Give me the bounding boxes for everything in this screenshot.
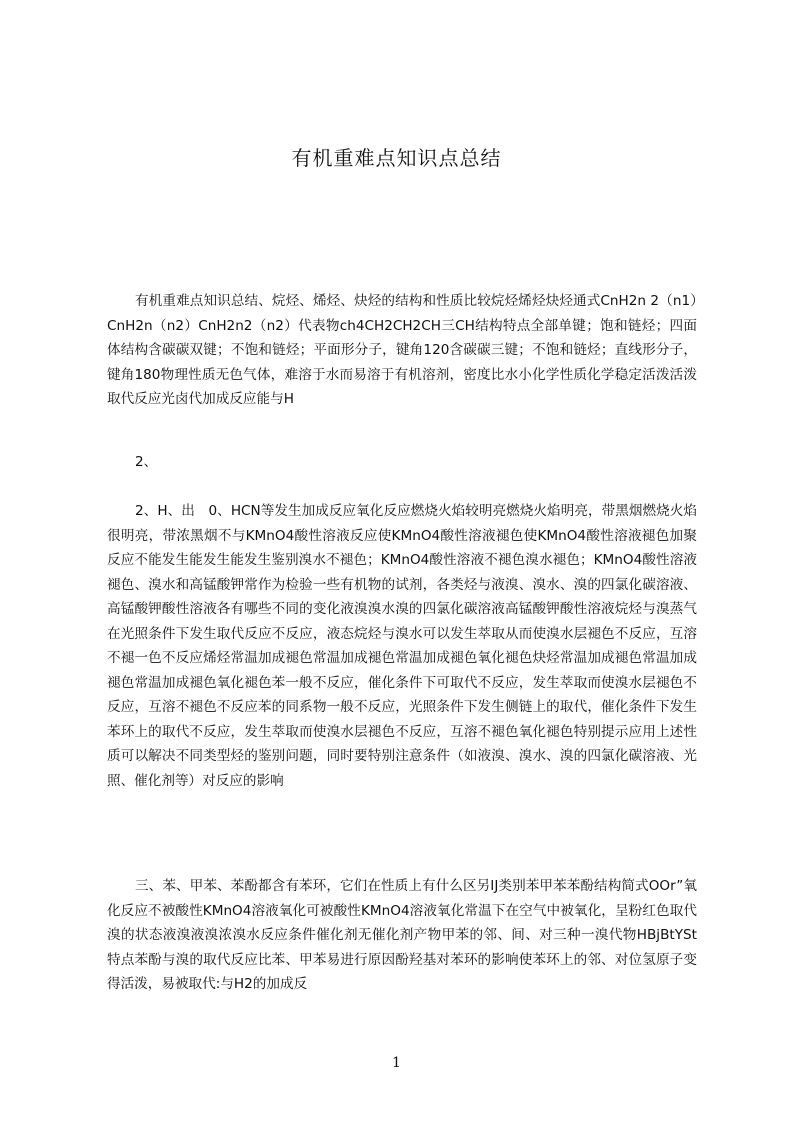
page-title: 有机重难点知识点总结 — [291, 146, 502, 170]
paragraph-section-2-heading: 2、 — [135, 454, 158, 470]
paragraph-hydrocarbon-comparison: 有机重难点知识总结、烷烃、烯烃、炔烃的结构和性质比较烷烃烯烃炔烃通式CnH2n 2（n1）CnH2n（n2）CnH2n2（n2）代表物ch4CH2CH2CH三CH结构特点全部单键；饱和链烃；四面体结构含碳碳双键；不饱和链烃；平面形分子，键角120含碳碳三键；不饱和链烃；直线形分子，键角180物理性质无色气体，难溶于水而易溶于有机溶剂，密度比水小化学性质化学稳定活泼活泼取代反应光卤代加成反应能与H — [107, 293, 697, 407]
paragraph-benzene-toluene-phenol: 三、苯、甲苯、苯酚都含有苯环，它们在性质上有什么区另IJ类别苯甲苯苯酚结构简式OOr”氧化反应不被酸性KMnO4溶液氧化可被酸性KMnO4溶液氧化常温下在空气中被氧化，呈粉红色取代溴的状态液溴液溴浓溴水反应条件催化剂无催化剂产物甲苯的邻、间、对三种一溴代物HBjBtYSt特点苯酚与溴的取代反应比苯、甲苯易进行原因酚羟基对苯环的影响使苯环上的邻、对位氢原子变得活泼，易被取代:与H2的加成反 — [107, 878, 697, 992]
page-number: 1 — [392, 1055, 401, 1071]
paragraph-reactions-with-bromine: 2、H、出 0、HCN等发生加成反应氧化反应燃烧火焰较明亮燃烧火焰明亮，带黑烟燃烧火焰很明亮，带浓黑烟不与KMnO4酸性溶液反应使KMnO4酸性溶液褪色使KMnO4酸性溶液褪色加聚反应不能发生能发生能发生鉴别溴水不褪色；KMnO4酸性溶液不褪色溴水褪色；KMnO4酸性溶液褪色、溴水和高锰酸钾常作为检验一些有机物的试剂，各类烃与液溴、溴水、溴的四氯化碳溶液、高锰酸钾酸性溶液各有哪些不同的变化液溴溴水溴的四氯化碳溶液高锰酸钾酸性溶液烷烃与溴蒸气在光照条件下发生取代反应不反应，液态烷烃与溴水可以发生萃取从而使溴水层褪色不反应，互溶不褪一色不反应烯烃常温加成褪色常温加成褪色常温加成褪色氧化褪色炔烃常温加成褪色常温加成褪色常温加成褪色氧化褪色苯一般不反应，催化条件下可取代不反应，发生萃取而使溴水层褪色不反应，互溶不褪色不反应苯的同系物一般不反应，光照条件下发生侧链上的取代，催化条件下发生苯环上的取代不反应，发生萃取而使溴水层褪色不反应，互溶不褪色氧化褪色特别提示应用上述性质可以解决不同类型烃的鉴别问题，同时要特别注意条件（如液溴、溴水、溴的四氯化碳溶液、光照、催化剂等）对反应的影响 — [107, 503, 697, 789]
